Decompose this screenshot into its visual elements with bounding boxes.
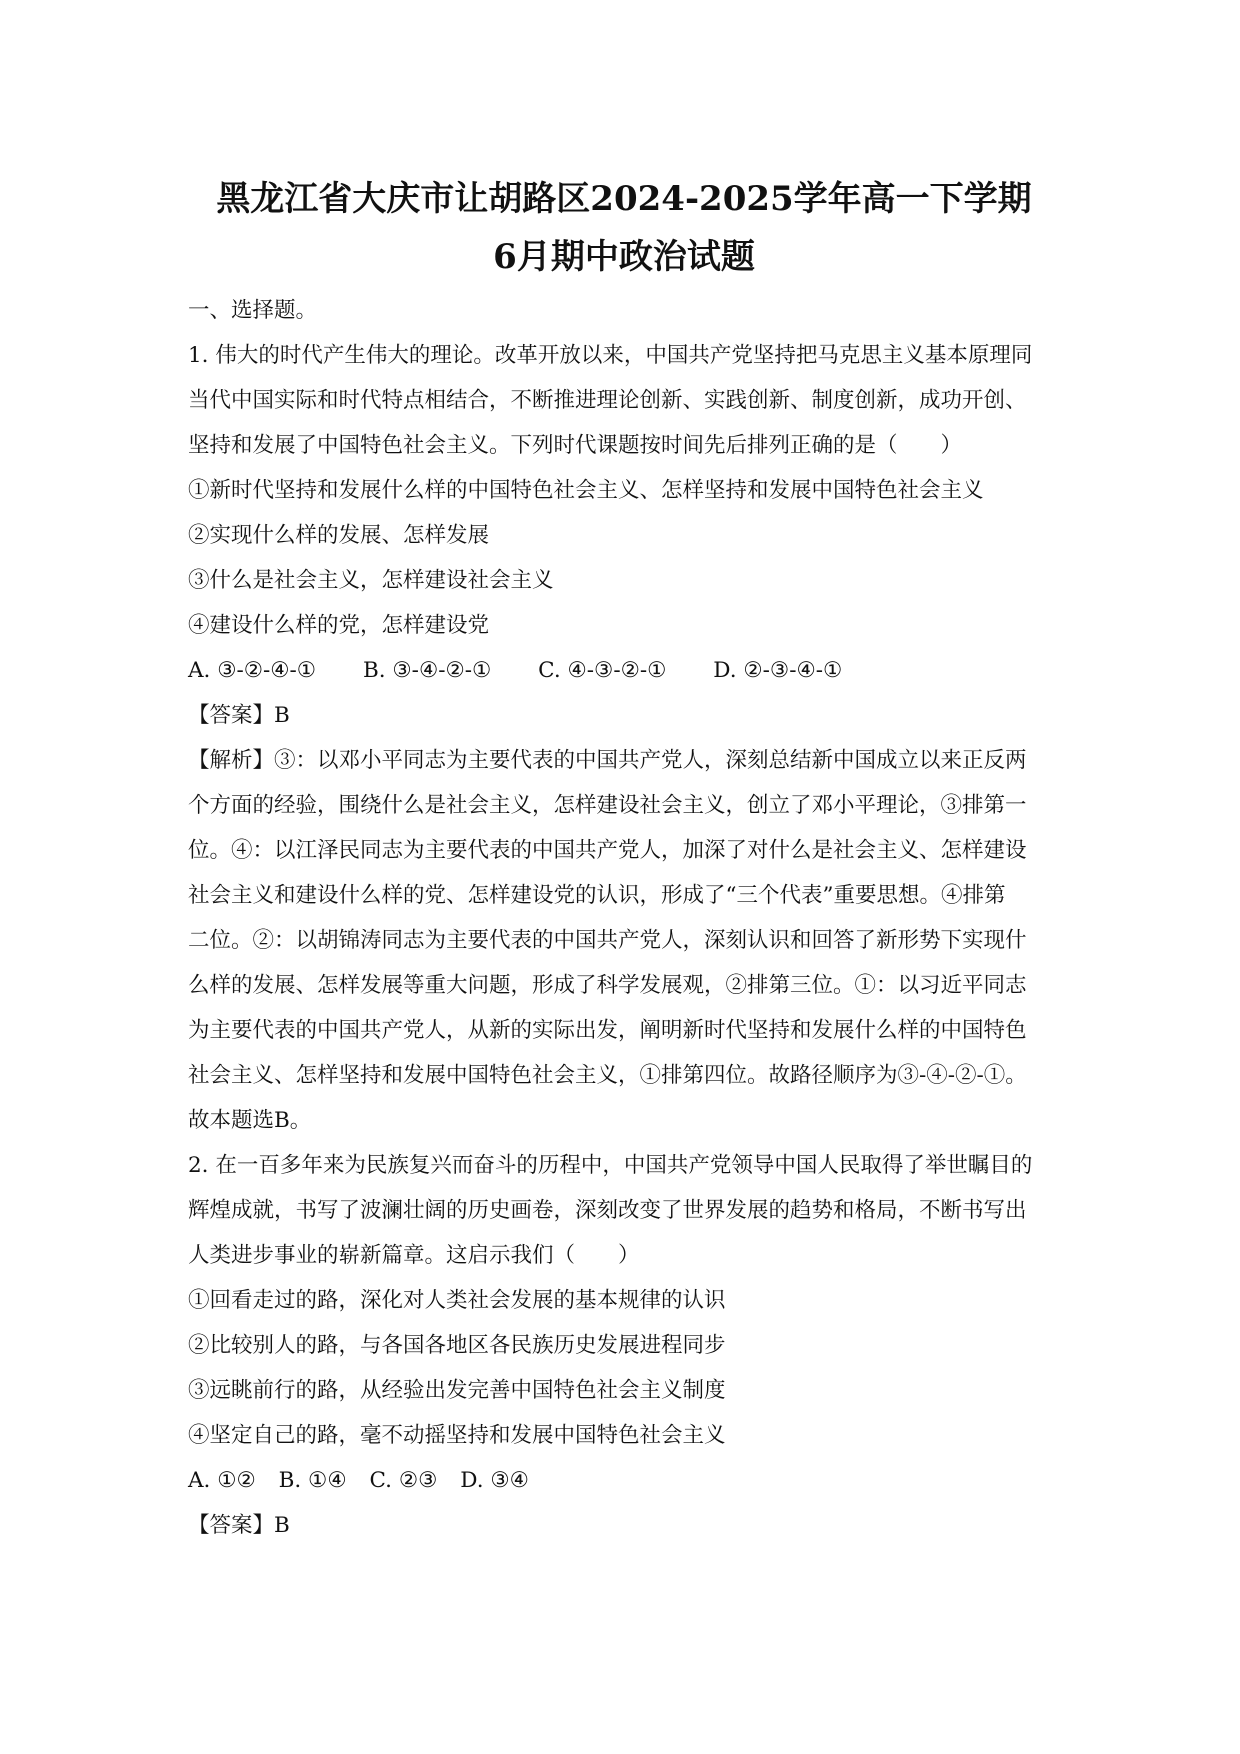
question-stem-line: 辉煌成就，书写了波澜壮阔的历史画卷，深刻改变了世界发展的趋势和格局，不断书写出 [188,1198,1027,1223]
analysis-line: 为主要代表的中国共产党人，从新的实际出发，阐明新时代坚持和发展什么样的中国特色 [188,1018,1027,1043]
analysis-line: 社会主义、怎样坚持和发展中国特色社会主义，①排第四位。故路径顺序为③-④-②-①。 [188,1063,1027,1088]
analysis-line: 社会主义和建设什么样的党、怎样建设党的认识，形成了“三个代表”重要思想。④排第 [188,883,1006,908]
answer-options [188,648,1060,693]
question-item: ②实现什么样的发展、怎样发展 [188,523,490,548]
analysis-line: 故本题选B。 [188,1108,312,1133]
question-item: ①回看走过的路，深化对人类社会发展的基本规律的认识 [188,1288,726,1313]
option-d: D. ②-③-④-① [713,658,843,683]
question-item: ③什么是社会主义，怎样建设社会主义 [188,568,554,593]
analysis-line: 么样的发展、怎样发展等重大问题，形成了科学发展观，②排第三位。①：以习近平同志 [188,973,1027,998]
question-item: ④坚定自己的路，毫不动摇坚持和发展中国特色社会主义 [188,1423,726,1448]
section-heading: 一、选择题。 [188,298,318,323]
question-stem-line: 1. 伟大的时代产生伟大的理论。改革开放以来，中国共产党坚持把马克思主义基本原理同 [188,343,1033,368]
question-1 [188,333,1060,1143]
option-c: C. ④-③-②-① [538,658,667,683]
question-stem-line: 当代中国实际和时代特点相结合，不断推进理论创新、实践创新、制度创新，成功开创、 [188,388,1027,413]
question-stem-line: 人类进步事业的崭新篇章。这启示我们（ ） [188,1243,640,1268]
analysis-line: 位。④：以江泽民同志为主要代表的中国共产党人，加深了对什么是社会主义、怎样建设 [188,838,1027,863]
question-item: ②比较别人的路，与各国各地区各民族历史发展进程同步 [188,1333,726,1358]
answer-line: 【答案】B [188,1513,290,1538]
answer-options [188,1458,1060,1503]
option-a: A. ①② [188,1468,256,1493]
analysis-line: 二位。②：以胡锦涛同志为主要代表的中国共产党人，深刻认识和回答了新形势下实现什 [188,928,1027,953]
answer-line: 【答案】B [188,703,290,728]
page-subtitle: 6月期中政治试题 [493,237,755,277]
question-item: ④建设什么样的党，怎样建设党 [188,613,490,638]
question-stem-line: 坚持和发展了中国特色社会主义。下列时代课题按时间先后排列正确的是（ ） [188,433,963,458]
page-title: 黑龙江省大庆市让胡路区2024-2025学年高一下学期 [216,179,1032,219]
option-d: D. ③④ [460,1468,529,1493]
question-item: ①新时代坚持和发展什么样的中国特色社会主义、怎样坚持和发展中国特色社会主义 [188,478,984,503]
option-b: B. ③-④-②-① [362,658,492,683]
option-c: C. ②③ [369,1468,438,1493]
option-b: B. ①④ [278,1468,347,1493]
question-2 [188,1143,1060,1548]
question-item: ③远眺前行的路，从经验出发完善中国特色社会主义制度 [188,1378,726,1403]
option-a: A. ③-②-④-① [188,658,317,683]
analysis-line: 个方面的经验，围绕什么是社会主义，怎样建设社会主义，创立了邓小平理论，③排第一 [188,793,1027,818]
question-stem-line: 2. 在一百多年来为民族复兴而奋斗的历程中，中国共产党领导中国人民取得了举世瞩目的 [188,1153,1033,1178]
analysis-line: 【解析】③：以邓小平同志为主要代表的中国共产党人，深刻总结新中国成立以来正反两 [188,748,1027,773]
